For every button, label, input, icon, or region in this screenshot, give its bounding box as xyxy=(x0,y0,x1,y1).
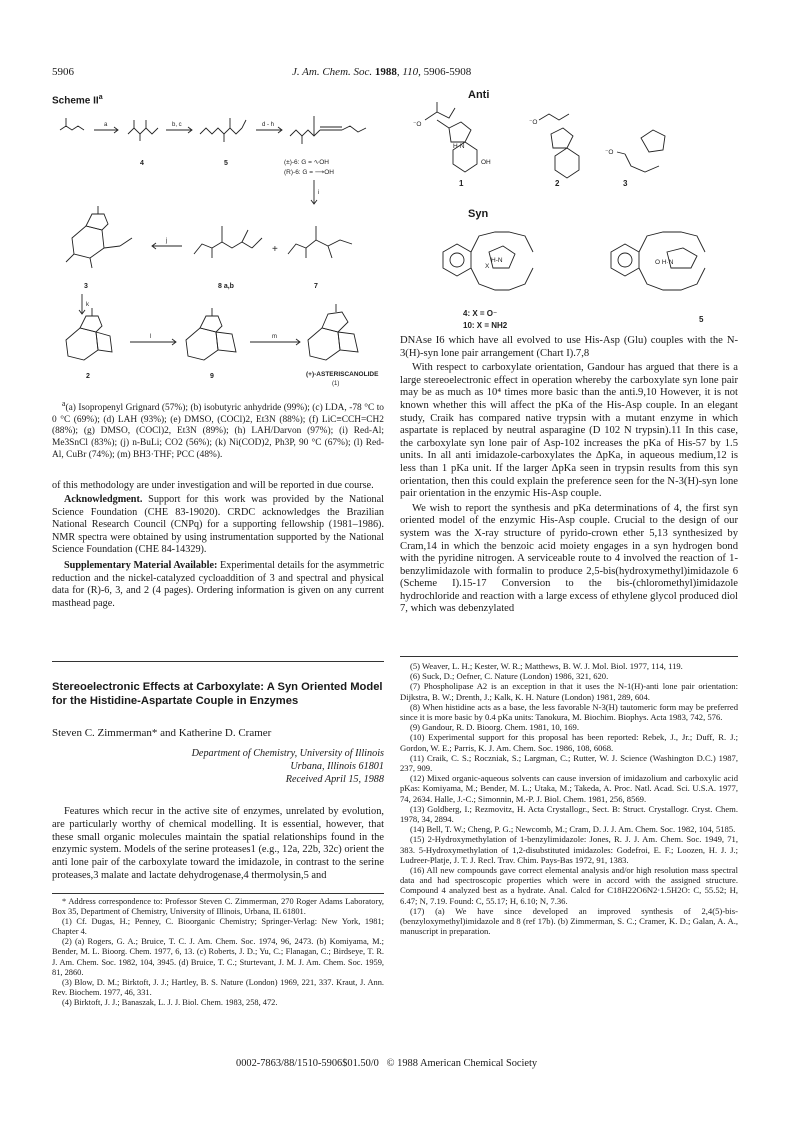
arrow-label-i: i xyxy=(318,190,320,196)
label-5: 5 xyxy=(224,160,228,167)
x-group: X xyxy=(485,263,490,270)
compound-2-chart xyxy=(539,114,579,178)
affiliation: Department of Chemistry, University of Illinois Urbana, Illinois 61801 Received April 15, 1988 xyxy=(191,748,384,785)
reference-item: (14) Bell, T. W.; Cheng, P. G.; Newcomb, M.; Cram, D. J. J. Am. Chem. Soc. 1982, 104, 5185. xyxy=(410,824,736,835)
compound-1-oh: OH xyxy=(481,159,491,166)
plus-sign: + xyxy=(272,244,278,255)
compound-6 xyxy=(290,116,366,144)
reference-item: (7) Phospholipase A2 is an exception in that it uses the N-1(H)-anti lone pair orientation: Dijkstra, B. W.; Drenth, J.; Kalk, K. H. Nature (London) 1981, 289, 604. xyxy=(400,681,738,702)
reference-item: (5) Weaver, L. H.; Kester, W. R.; Matthews, B. W. J. Mol. Biol. 1977, 114, 119. xyxy=(410,661,683,671)
label-2: 2 xyxy=(86,373,90,380)
right-footnote-rule xyxy=(400,656,738,657)
footer-copyright: © 1988 American Chemical Society xyxy=(386,1058,538,1069)
reference-item: (15) 2-Hydroxymethylation of 1-benzylimidazole: Jones, R. J. J. Am. Chem. Soc. 1949, 71, 383. 5-Hydroxymethylation of 1,2-disubstituted imidazoles: Godefroi, E. F.; Loozen, H. J. J.; Ludreer-Platje, J. T. J. Recl. Trav. Chim. Pays-Bas 1972, 91, 1383. xyxy=(400,834,738,865)
reference-item: (3) Blow, D. M.; Birktoft, J. J.; Hartley, B. S. Nature (London) 1969, 221, 337. Kraut, J. Ann. Rev. Biochem. 1977, 46, 331. xyxy=(52,977,384,997)
compound-8 xyxy=(194,226,262,258)
left-column-text xyxy=(52,480,384,612)
right-references xyxy=(400,661,738,936)
arrow-label-bc: b, c xyxy=(172,122,182,128)
label-1: 1 xyxy=(459,179,464,188)
journal-name: J. Am. Chem. Soc. xyxy=(292,66,373,78)
label-asteriscanolide-number: (1) xyxy=(332,381,340,387)
scheme-title: Scheme $II^a$ xyxy=(52,94,103,107)
compound-2 xyxy=(66,308,112,360)
reference-item: (4) Birktoft, J. J.; Banaszak, L. J. J. Biol. Chem. 1983, 258, 472. xyxy=(62,997,278,1007)
label-3-chart: 3 xyxy=(623,179,628,188)
scheme-footnote: $^a$(a) Isopropenyl Grignard (57%); (b) isobutyric anhydride (99%); (c) LDA, -78 °C to 0 °C (69%); (d) LAH (93%); (e) DMSO, (COCl)2, Et3N (88%); (f) LiC≡CCH=CH2 (88%); (g) DMSO, (COCl)2, Et3N (89%); (h) LAH/Darvon (97%); (i) Red-Al; Me3SnCl (83%); (j) n-BuLi; CO2 (56%); (k) Ni(COD)2, Ph3P, 90 °C (67%); (l) Red-Al, CuBr (74%); (m) BH3·THF; PCC (48%). xyxy=(52,399,384,460)
reference-item: (2) (a) Rogers, G. A.; Bruice, T. C. J. Am. Chem. Soc. 1974, 96, 2473. (b) Komiyama, M.; Bender, M. L. Bioorg. Chem. 1977, 6, 13. (c) Roberts, J. D.; Yu, C.; Flanagan, C.; Birdseye, T. R. J. Am. Chem. Soc. 1982, 104, 3945. (d) Bruice, T. C.; Sturtevant, J. M. J. Am. Chem. Soc. 1959, 81, 2860. xyxy=(52,937,384,977)
paragraph: With respect to carboxylate orientation, Gandour has argued that there is a large stereoelectronic effect in operation whereby the carboxylate syn lone pair may be as much as 10⁴ times more basic than the anti.9,10 However, it is not known whether this will affect the pKa of the His-Asp couple. In an elegant study, Craik has compared native trypsin with a mutant enzyme in which aspartate is replaced by neutral asparagine (D 102 N trypsin).11 In this case, the carboxylate syn lone pair of Asp-102 increases the pKa of His-57 by 1.5 units. In all anti imidazole-carboxylates the ΔpKa, in aqueous medium,12 is less than 1 pKa unit. If the larger ΔpKa seen in trypsin results from this syn orientation, then this could explain the preference seen for the N-3(H)-syn lone pair orientation in the enzymic His-Asp couple. xyxy=(400,362,738,500)
compound-7 xyxy=(288,226,352,258)
scheme-ii-diagram xyxy=(52,108,384,398)
compound-3 xyxy=(66,206,132,268)
label-4: 4 xyxy=(140,160,144,167)
arrow-label-k: k xyxy=(86,302,89,308)
right-column-text xyxy=(400,335,738,618)
reference-item: (6) Suck, D.; Oefner, C. Nature (London) 1986, 321, 620. xyxy=(410,671,609,682)
compound-aldehyde xyxy=(60,118,84,130)
chart-i-diagram xyxy=(405,100,735,340)
journal-volume: 110 xyxy=(402,66,419,78)
label-asteriscanolide: (+)-ASTERISCANOLIDE xyxy=(306,371,379,378)
label-5-chart: 5 xyxy=(699,315,704,324)
arrow-label-j: j xyxy=(166,238,168,244)
anti-o-minus: ⁻O xyxy=(413,121,422,128)
article-title: Stereoelectronic Effects at Carboxylate: A Syn Oriented Model for the Histidine-Aspartate Couple in Enzymes xyxy=(52,681,383,707)
label-7: 7 xyxy=(314,283,318,290)
arrow-label-a: a xyxy=(104,122,108,128)
reference-item: (1) Cf. Dugas, H.; Penney, C. Bioorganic Chemistry; Springer-Verlag: New York, 1981; Chapter 4. xyxy=(52,917,384,937)
paragraph: We wish to report the synthesis and pKa determinations of 4, the first syn oriented model of the enzymic His-Asp couple. Crucial to the design of our system was the X-ray structure of pyrido-crown ether 5,13 synthesized by Cram,14 in which the benzoic acid moiety engages in a syn hydrogen bond with the pyridine nitrogen. A serviceable route to 4 involved the reaction of 1-benzylimidazole with formalin to produce 2,5-bis(hydroxymethyl)imidazole 6 (Scheme I).15-17 Conversion to the bis-(chloromethyl)imidazole hydrochloride and reaction with a large excess of ethylene glycol produced diol 7, which was debenzylated xyxy=(400,502,738,615)
left-references xyxy=(52,897,384,1008)
compound-asteriscanolide xyxy=(308,304,358,360)
label-4-chart: 4: X = O⁻ xyxy=(463,309,498,318)
compound-1-nh: H-N xyxy=(453,143,465,150)
section-divider xyxy=(52,661,384,662)
correspondence-note: * Address correspondence to: Professor Steven C. Zimmerman, 270 Roger Adams Laboratory, Box 35, Department of Chemistry, University of Illinois, Urbana, IL 61801. xyxy=(52,897,384,917)
label-10-chart: 10: X = NH2 xyxy=(463,321,508,330)
anti-label: Anti xyxy=(468,89,490,101)
compound-4-chart xyxy=(443,232,533,290)
footnote-rule xyxy=(52,893,384,894)
arrow-label-m: m xyxy=(272,334,277,340)
label-3: 3 xyxy=(84,283,88,290)
paragraph: DNAse I6 which have all evolved to use His-Asp (Glu) couples with the N-3(H)-syn lone pair arrangement (Chart I).7,8 xyxy=(400,335,738,359)
compound-3-o-minus: ⁻O xyxy=(605,149,614,156)
reference-item: (16) All new compounds gave correct elemental analysis and/or high resolution mass spectral data and had spectroscopic properties which were in accord with the assigned structure. Compound 4 analyzed best as a hydrate. Anal. Calcd for C18H22O6N2·1.5H2O: C, 55.52; H, 6.47; N, 7.19. Found: C, 55.17; H, 6.10; N, 7.36. xyxy=(400,865,738,906)
reference-item: (11) Craik, C. S.; Roczniak, S.; Largman, C.; Rutter, W. J. Science (Washington D.C.) 1987, 237, 909. xyxy=(400,752,738,774)
paragraph-continuation: of this methodology are under investigation and will be reported in due course. xyxy=(52,480,374,491)
footer-code: 0002-7863/88/1510-5906$01.50/0 xyxy=(236,1058,379,1069)
article-intro: Features which recur in the active site of enzymes, unrelated by evolution, are particularly worthy of chemical modelling. It is essential, however, that these small organic molecules maintain the spatial relationships found in the enzymic system. Models of the serine proteases1 (e.g., 12a, 22b, 32c) orient the anti lone pair of the carboxylate toward the imidazole, in contrast to the serine proteases,3 malate and lactate dehydrogenase,4 thermolysin,5 and xyxy=(52,806,384,881)
compound-2-o-minus: ⁻O xyxy=(529,119,538,126)
syn-label: Syn xyxy=(468,208,489,220)
running-header: J. Am. Chem. Soc. 1988, 110, 5906-5908 xyxy=(292,66,472,78)
compound-5-oh-n: O H·N xyxy=(655,259,674,266)
supplementary-material: Supplementary Material Available: Experimental details for the asymmetric reduction and the nickel-catalyzed cycloaddition of 3 and spectral and physical data for (R)-6, 3, and 2 (4 pages). Ordering information is given on any current masthead page. xyxy=(52,560,384,609)
acknowledgment: Acknowledgment. Support for this work was provided by the National Science Foundation (CHE 83-19020). CRDC acknowledges the Brazilian National Research Council (CNPq) for a supporting fellowship (1981–1986). NMR spectra were obtained by using instrumentation supported by the National Science Foundation (CHE 84-14329). xyxy=(52,494,384,556)
label-9: 9 xyxy=(210,373,214,380)
page-number: 5906 xyxy=(52,66,74,78)
compound-1 xyxy=(425,102,477,172)
arrow-label-l: l xyxy=(150,334,152,340)
reference-item: (12) Mixed organic-aqueous solvents can cause inversion of imidazolium and carboxylic acid pKas: Komiyama, M.; Bender, M. L.; Utaka, M.; Takeda, A. Proc. Natl. Acad. Sci. U.S.A. 1977, 74, 2634. Halle, J.-C.; Simonnin, M.-P. J. Biol. Chem. 1981, 256, 8569. xyxy=(400,773,738,804)
reference-item: (8) When histidine acts as a base, the less favorable N-3(H) tautomeric form may be preferred since it is more basic by 0.4 pKa units: Tanokura, M. Biochim. Biophys. Acta 1983, 742, 576. xyxy=(400,701,738,723)
label-6-r: (R)-6: G = ⟶OH xyxy=(284,169,334,176)
arrow-label-dh: d - h xyxy=(262,122,275,128)
compound-9 xyxy=(186,308,236,360)
label-8ab: 8 a,b xyxy=(218,283,234,290)
page-footer xyxy=(236,1058,537,1069)
label-2-chart: 2 xyxy=(555,179,560,188)
journal-pages: , 5906-5908 xyxy=(418,66,472,78)
scheme-title-sup: a xyxy=(98,94,103,101)
reference-item: (10) Experimental support for this proposal has been reported: Rebek, J., Jr.; Duff, R. J.; Gordon, W. E.; Parris, K. J. Am. Chem. Soc. 1986, 108, 6068. xyxy=(400,732,738,753)
label-6-racemic: (±)-6: G = ∿OH xyxy=(284,159,329,166)
compound-3-chart xyxy=(617,130,665,172)
article-authors: Steven C. Zimmerman* and Katherine D. Cramer xyxy=(52,727,272,739)
reference-item: (9) Gandour, R. D. Bioorg. Chem. 1981, 10, 169. xyxy=(410,722,579,733)
reference-item: (13) Goldberg, I.; Rezmovitz, H. Acta Crystallogr., Sect. B: Struct. Crystallogr. Cryst. Chem. 1978, 34, 2894. xyxy=(400,803,738,825)
journal-year: 1988 xyxy=(374,66,397,78)
compound-5 xyxy=(200,118,246,142)
reference-item: (17) (a) We have since developed an improved synthesis of 2,4(5)-bis-(benzyloxymethyl)imidazole and 8 (ref 17b). (b) Zimmerman, S. C.; Cramer, K. D.; Galan, A. A., manuscript in preparation. xyxy=(400,905,738,937)
compound-4-hn: H-N xyxy=(491,257,503,264)
compound-4 xyxy=(128,120,158,141)
